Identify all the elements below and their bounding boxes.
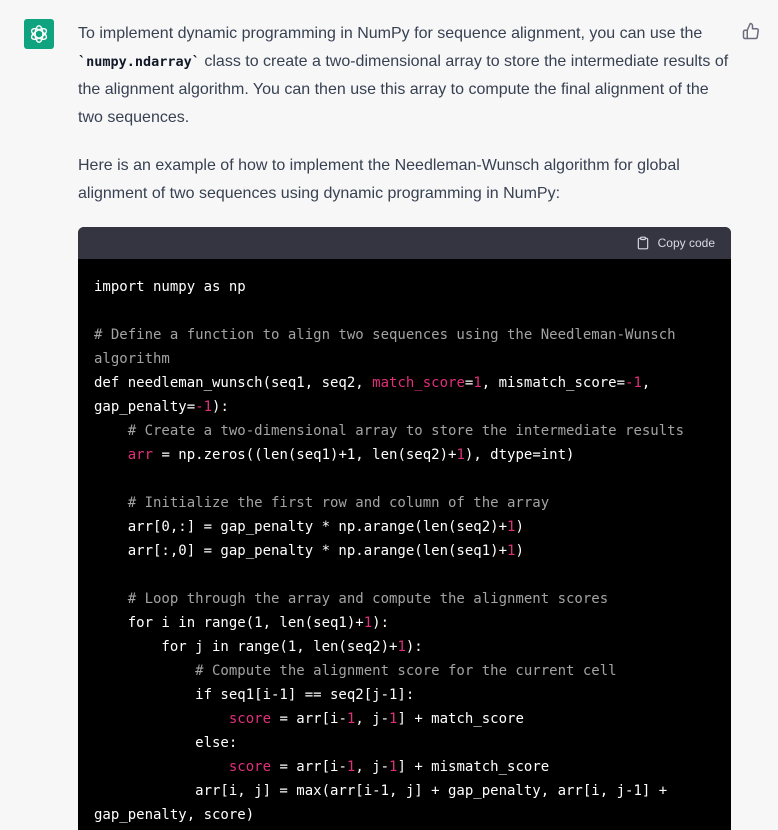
inline-code-ndarray: `numpy.ndarray`: [78, 54, 200, 70]
code-line: # Compute the alignment score for the current cell: [94, 663, 617, 679]
code-line: arr = np.zeros((len(seq1)+1, len(seq2)+1), dtype=int): [127, 447, 575, 463]
code-line: arr[i, j] = max(arr[i-1, j] + gap_penalty, arr[i, j-1] +: [94, 783, 668, 799]
code-line: if seq1[i-1] == seq2[j-1]:: [94, 687, 415, 703]
code-line: gap_penalty=-1):: [94, 399, 229, 415]
code-line: import numpy as np: [94, 279, 246, 295]
code-line: def needleman_wunsch(seq1, seq2, match_score=1, mismatch_score=-1,: [94, 375, 651, 391]
code-line: # Loop through the array and compute the alignment scores: [94, 591, 609, 607]
code-line: # Define a function to align two sequences using the Needleman-Wunsch: [94, 327, 676, 343]
code-line: # Initialize the first row and column of the array: [94, 495, 550, 511]
message-paragraph-1: [78, 20, 732, 132]
code-line: score = arr[i-1, j-1] + match_score: [228, 711, 524, 727]
code-line: arr[0,:] = gap_penalty * np.arange(len(seq2)+1): [94, 519, 524, 535]
copy-code-button[interactable]: [636, 236, 715, 250]
openai-logo-icon: [28, 23, 50, 45]
code-block-header: [78, 227, 731, 259]
code-line: gap_penalty, score): [94, 807, 255, 823]
code-line: # Create a two-dimensional array to store the intermediate results: [94, 423, 685, 439]
para1-text-b: class to create a two-dimensional array to store the intermediate results of the alignment algorithm. You can then use this array to compute the final alignment of the two sequences.: [78, 53, 729, 126]
code-line: arr[:,0] = gap_penalty * np.arange(len(seq1)+1): [94, 543, 524, 559]
message-paragraph-2: Here is an example of how to implement the Needleman-Wunsch algorithm for global alignment of two sequences using dynamic programming in NumPy:: [78, 157, 680, 202]
code-line: else:: [94, 735, 238, 751]
code-line: score = arr[i-1, j-1] + mismatch_score: [228, 759, 550, 775]
assistant-avatar: [24, 19, 54, 49]
assistant-message: [78, 20, 732, 208]
code-line: algorithm: [94, 351, 170, 367]
code-line: for i in range(1, len(seq1)+1):: [94, 615, 390, 631]
copy-code-label: Copy code: [657, 236, 715, 250]
clipboard-icon: [636, 236, 650, 250]
code-line: for j in range(1, len(seq2)+1):: [94, 639, 423, 655]
code-block: [78, 227, 731, 830]
thumbs-up-button[interactable]: [740, 20, 762, 42]
thumbs-up-icon: [742, 22, 760, 40]
code-content: [78, 259, 731, 827]
para1-text-a: To implement dynamic programming in NumPy for sequence alignment, you can use the: [78, 25, 703, 42]
